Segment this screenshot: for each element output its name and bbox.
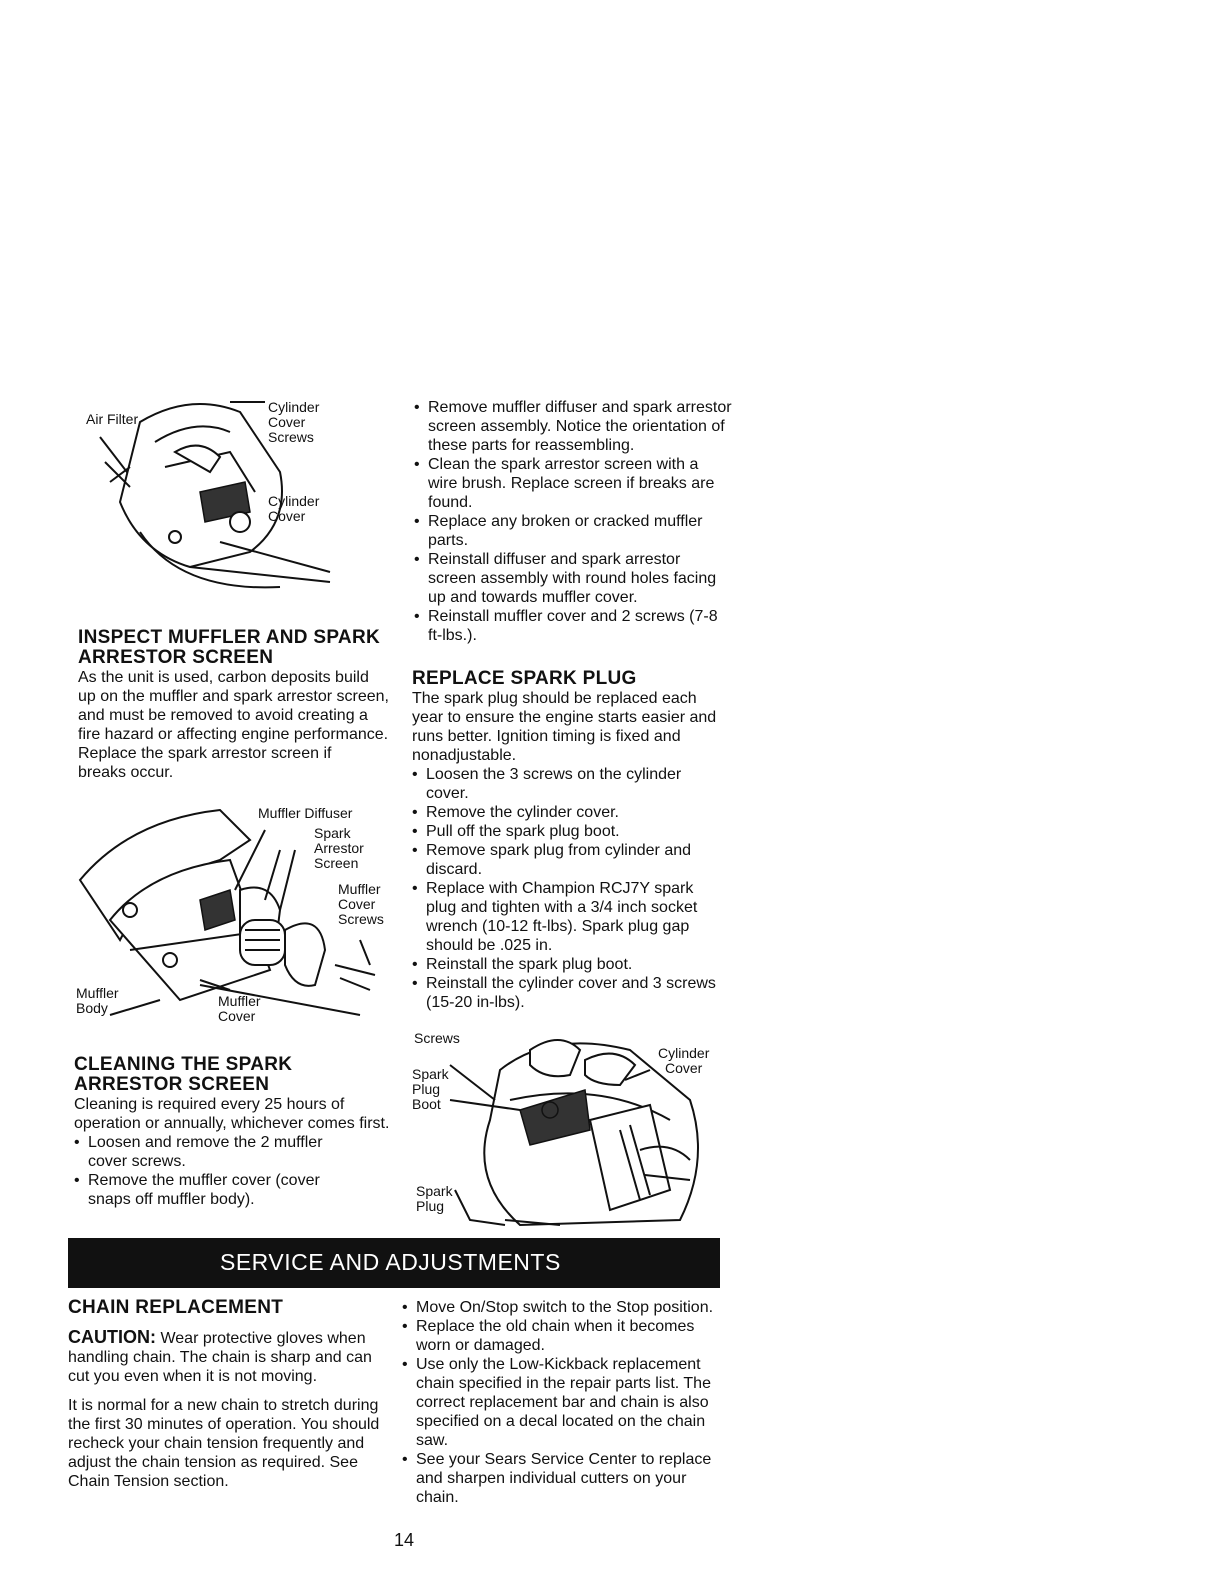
label-line: Body <box>76 1000 108 1016</box>
label-line: Cover <box>268 414 306 430</box>
heading-line: ARRESTOR SCREEN <box>74 1074 270 1095</box>
list-item: • Pull off the spark plug boot. <box>412 822 728 841</box>
label-line: Spark <box>416 1183 453 1199</box>
label-spark-arrestor-screen <box>314 826 364 871</box>
heading-line: INSPECT MUFFLER AND SPARK <box>78 627 380 648</box>
list-item: • Reinstall the spark plug boot. <box>412 955 728 974</box>
label-muffler-cover <box>218 994 261 1024</box>
caution-paragraph <box>68 1328 384 1386</box>
cleaning-paragraph: Cleaning is required every 25 hours of operation or annually, whichever comes first. <box>74 1096 390 1132</box>
label-line: Cover <box>665 1060 703 1076</box>
label-spark-plug-boot <box>412 1067 449 1112</box>
cleaning-bullets <box>74 1133 364 1209</box>
list-item: • Remove the cylinder cover. <box>412 803 728 822</box>
label-line: Plug <box>412 1081 441 1097</box>
label-line: Boot <box>412 1096 441 1112</box>
label-line: Plug <box>416 1198 445 1214</box>
chain-bullets <box>402 1298 714 1507</box>
label-line: Cylinder <box>268 399 320 415</box>
inspect-section <box>78 628 398 782</box>
caution-label: CAUTION: <box>68 1327 156 1347</box>
spark-plug-heading: REPLACE SPARK PLUG <box>412 668 637 689</box>
cleaning-heading <box>74 1055 396 1095</box>
spark-plug-section <box>412 669 730 1012</box>
list-item: • Reinstall diffuser and spark arrestor screen assembly with round holes facing up and towards muffler cover. <box>414 550 732 607</box>
label-line: Spark <box>314 825 351 841</box>
label-screws: Screws <box>414 1030 460 1046</box>
banner-title: SERVICE AND ADJUSTMENTS <box>220 1249 561 1275</box>
spark-plug-paragraph: The spark plug should be replaced each year to ensure the engine starts easier and runs better. Ignition timing is fixed and nonadjustable. <box>412 690 717 764</box>
list-item: • Reinstall the cylinder cover and 3 screws (15-20 in-lbs). <box>412 974 728 1012</box>
label-muffler-body <box>76 986 119 1016</box>
label-line: Cover <box>338 896 376 912</box>
list-item: • Reinstall muffler cover and 2 screws (7-8 ft-lbs.). <box>414 607 732 645</box>
heading-line: ARRESTOR SCREEN <box>78 647 274 668</box>
list-item: • Move On/Stop switch to the Stop position. <box>402 1298 714 1317</box>
list-item: • Replace with Champion RCJ7Y spark plug and tighten with a 3/4 inch socket wrench (10-12 ft-lbs). Spark plug gap should be .025 in. <box>412 879 728 955</box>
cleaning-section <box>74 1055 396 1209</box>
page-number: 14 <box>394 1530 415 1550</box>
list-item: • Loosen the 3 screws on the cylinder cover. <box>412 765 728 803</box>
spark-plug-bullets <box>412 765 728 1012</box>
label-cylinder-cover <box>268 494 319 524</box>
inspect-paragraph: Replace the spark arrestor screen if breaks occur. <box>78 745 332 781</box>
chain-section <box>68 1298 390 1491</box>
label-line: Spark <box>412 1066 449 1082</box>
label-line: Cover <box>218 1008 256 1024</box>
heading-line: CLEANING THE SPARK <box>74 1054 293 1075</box>
list-item: • Remove the muffler cover (cover snaps off muffler body). <box>74 1171 364 1209</box>
label-line: Arrestor <box>314 840 364 856</box>
list-item: • Loosen and remove the 2 muffler cover screws. <box>74 1133 364 1171</box>
list-item: • Clean the spark arrestor screen with a wire brush. Replace screen if breaks are found. <box>414 455 732 512</box>
label-line: Cylinder <box>658 1045 710 1061</box>
list-item: • Replace any broken or cracked muffler parts. <box>414 512 732 550</box>
label-line: Screen <box>314 855 359 871</box>
list-item: • Remove muffler diffuser and spark arrestor screen assembly. Notice the orientation of these parts for reassembling. <box>414 398 732 455</box>
label-cylinder-cover-screws <box>268 400 319 445</box>
caution-text: Wear protective gloves when handling chain. The chain is sharp and can cut you even when it is not moving. <box>68 1330 372 1385</box>
muffler-reassembly-bullets <box>414 398 732 645</box>
label-muffler-cover-screws <box>338 882 384 927</box>
list-item: • See your Sears Service Center to replace and sharpen individual cutters on your chain. <box>402 1450 714 1507</box>
section-banner <box>68 1238 720 1288</box>
inspect-paragraph: As the unit is used, carbon deposits build up on the muffler and spark arrestor screen, and must be removed to avoid creating a fire hazard or affecting engine performance. <box>78 669 389 743</box>
chain-heading: CHAIN REPLACEMENT <box>68 1297 284 1318</box>
label-muffler-diffuser: Muffler Diffuser <box>258 805 353 821</box>
inspect-heading <box>78 628 398 668</box>
label-cylinder-cover <box>658 1046 709 1076</box>
label-line: Muffler <box>338 881 381 897</box>
label-spark-plug <box>416 1184 453 1214</box>
chain-paragraph: It is normal for a new chain to stretch during the first 30 minutes of operation. You should recheck your chain tension frequently and adjust the chain tension as required. See Chain Tension section. <box>68 1397 380 1490</box>
label-line: Cylinder <box>268 493 320 509</box>
label-line: Muffler <box>76 985 119 1001</box>
list-item: • Use only the Low-Kickback replacement chain specified in the repair parts list. The correct replacement bar and chain is also specified on a decal located on the chain saw. <box>402 1355 714 1450</box>
label-line: Screws <box>268 429 314 445</box>
label-line: Muffler <box>218 993 261 1009</box>
list-item: • Remove spark plug from cylinder and discard. <box>412 841 728 879</box>
label-air-filter: Air Filter <box>86 411 139 427</box>
list-item: • Replace the old chain when it becomes worn or damaged. <box>402 1317 714 1355</box>
label-line: Screws <box>338 911 384 927</box>
label-line: Cover <box>268 508 306 524</box>
